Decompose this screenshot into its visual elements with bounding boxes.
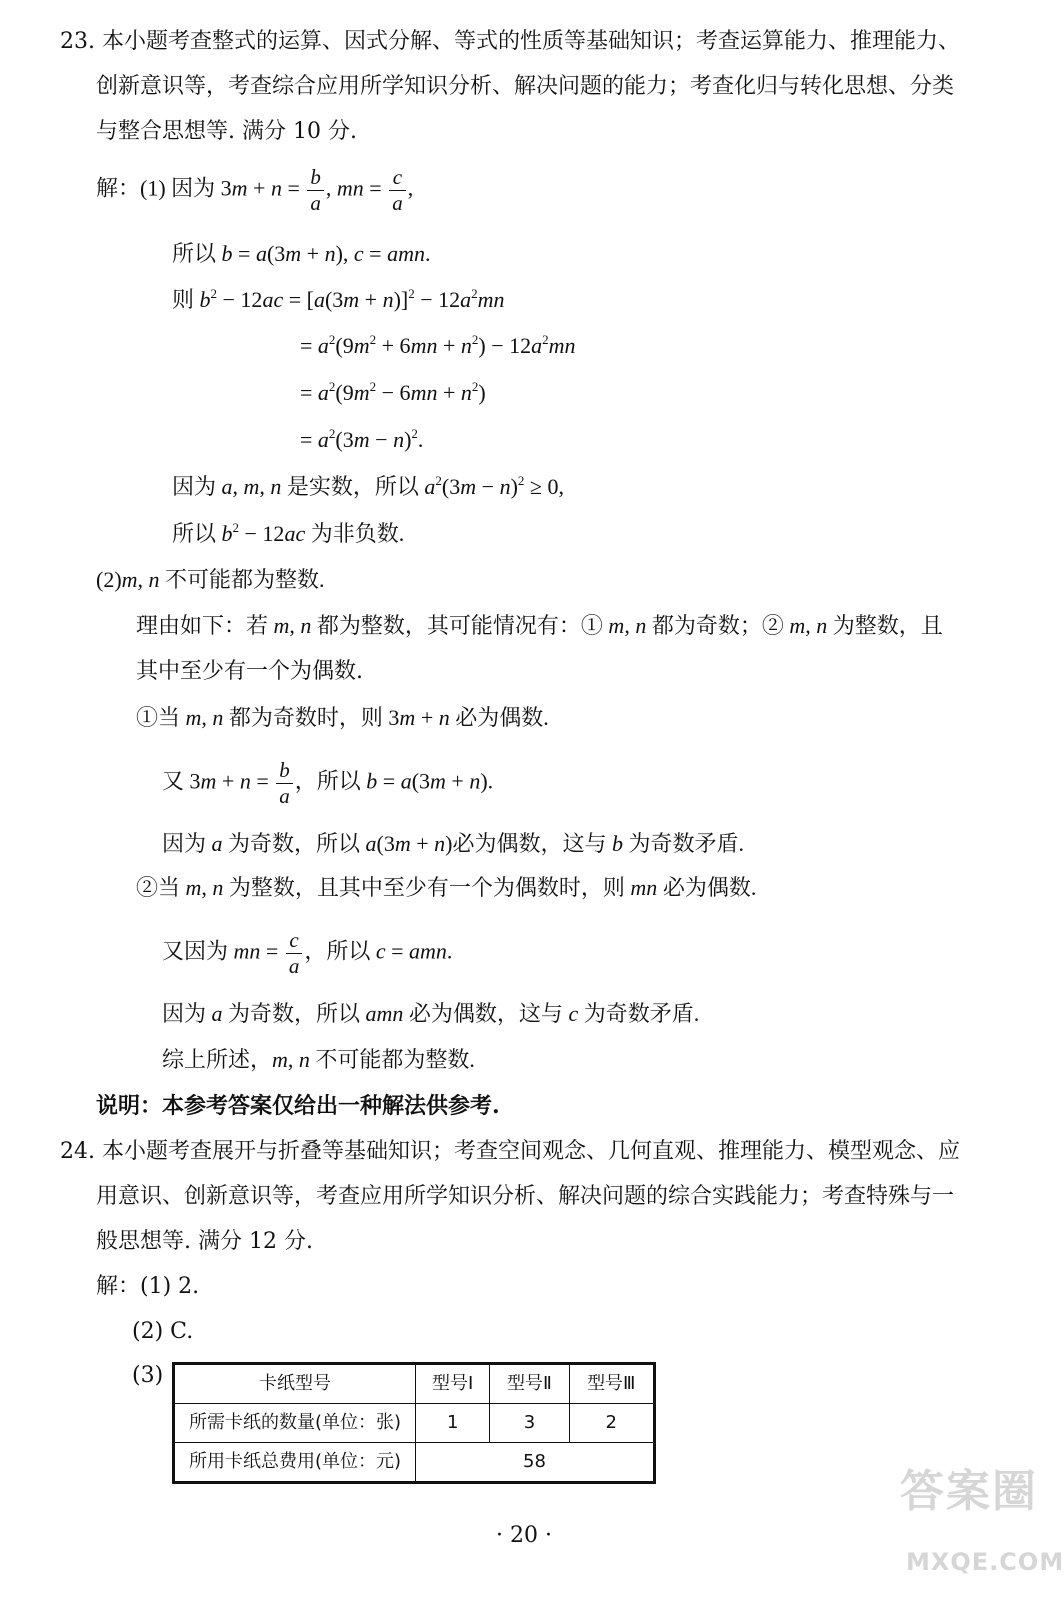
q23-eq-discriminant-3: = $a^2(9m^2 - 6mn + n^2)$ (300, 379, 486, 405)
q24-intro-line-1: 24. 本小题考查展开与折叠等基础知识；考查空间观念、几何直观、推理能力、模型观念、应 (60, 1139, 960, 1164)
watermark-url: MXQE.COM (906, 1548, 1064, 1576)
watermark-text: 答案圈 (900, 1466, 1038, 1517)
q23-intro-line-3: 与整合思想等. 满分 10 分. (96, 119, 357, 144)
q23-nonnegative: 所以 $b^2 - 12ac$ 为非负数. (172, 520, 405, 546)
fraction-b-over-a-2: $\frac{b}{a}$ (276, 758, 293, 809)
q23-eq-discriminant-1: 则 $b^2 - 12ac = [a(3m + n)]^2 - 12a^2mn$ (172, 286, 505, 312)
watermark-logo (900, 1466, 1064, 1590)
table-row-label: 所需卡纸的数量(单位：张) (174, 1404, 416, 1443)
table-row (174, 1404, 655, 1443)
q24-intro-line-3: 般思想等. 满分 12 分. (96, 1229, 313, 1254)
table-header-cell: 型号Ⅱ (490, 1364, 569, 1404)
q23-part2-reason-line-1: 理由如下：若 m, n 都为整数，其可能情况有：① m, n 都为奇数；② m, n 为整数，且 (136, 613, 943, 638)
table-row-label: 所用卡纸总费用(单位：元) (174, 1443, 416, 1483)
fraction-c-over-a: $\frac{c}{a}$ (389, 165, 406, 216)
q23-case2-claim: ②当 m, n 为整数，且其中至少有一个为偶数时，则 mn 必为偶数. (136, 875, 757, 900)
q23-part2-claim: (2)m, n 不可能都为整数. (96, 567, 325, 592)
q24-intro-line-2: 用意识、创新意识等，考查应用所学知识分析、解决问题的综合实践能力；考查特殊与一 (96, 1184, 955, 1209)
page-number: · 20 · (496, 1523, 552, 1548)
table-row (174, 1443, 655, 1483)
card-type-table (172, 1362, 656, 1484)
q23-case1-claim: ①当 m, n 都为奇数时，则 3m + n 必为偶数. (136, 705, 549, 730)
q24-answer-2: (2) C. (132, 1319, 194, 1344)
q23-intro-line-1: 23. 本小题考查整式的运算、因式分解、等式的性质等基础知识；考查运算能力、推理能力、 (60, 29, 960, 54)
table-cell: 3 (490, 1404, 569, 1443)
solution-label: 解：(1) 因为 (96, 175, 216, 201)
table-cell-total-cost: 58 (416, 1443, 655, 1483)
q23-summary: 综上所述，m, n 不可能都为整数. (162, 1047, 475, 1072)
table-cell: 1 (416, 1404, 490, 1443)
q23-case2-contradiction: 因为 a 为奇数，所以 amn 必为偶数，这与 c 为奇数矛盾. (162, 1001, 700, 1026)
fraction-b-over-a: $\frac{b}{a}$ (307, 165, 324, 216)
table-cell: 2 (569, 1404, 654, 1443)
table-header-cell: 型号Ⅲ (569, 1364, 654, 1404)
q23-real-numbers: 因为 a, m, n 是实数，所以 $a^2(3m - n)^2 \ge 0$, (172, 473, 564, 499)
table-header-cell: 卡纸型号 (174, 1364, 416, 1404)
q23-case1-equation: 又 3m + n = $\frac{b}{a}$ ，所以 b = a(3m + n). (162, 758, 494, 809)
q24-answer-1: 解：(1) 2. (96, 1274, 200, 1299)
q24-answer-3-label: (3) (132, 1363, 164, 1388)
q23-eq-b-c: 所以 b = a(3m + n), c = amn. (172, 241, 431, 266)
q23-note: 说明：本参考答案仅给出一种解法供参考. (96, 1093, 500, 1119)
q23-intro-line-2: 创新意识等，考查综合应用所学知识分析、解决问题的能力；考查化归与转化思想、分类 (96, 74, 955, 99)
q23-solution-part1-start: 解：(1) 因为 3m + n = $\frac{b}{a}$ , mn = $\frac{c}{a}$ , (96, 165, 414, 216)
q23-part2-reason-line-2: 其中至少有一个为偶数. (136, 659, 363, 684)
fraction-c-over-a-2: $\frac{c}{a}$ (286, 928, 303, 979)
q23-eq-discriminant-2: = $a^2(9m^2 + 6mn + n^2) - 12a^2mn$ (300, 332, 576, 358)
q23-case1-contradiction: 因为 a 为奇数，所以 a(3m + n)必为偶数，这与 b 为奇数矛盾. (162, 831, 745, 856)
table-header-cell: 型号Ⅰ (416, 1364, 490, 1404)
table-header-row (174, 1364, 655, 1404)
q23-eq-discriminant-4: = $a^2(3m - n)^2$. (300, 426, 424, 452)
q23-case2-equation: 又因为 mn = $\frac{c}{a}$ ，所以 c = amn. (162, 928, 453, 979)
